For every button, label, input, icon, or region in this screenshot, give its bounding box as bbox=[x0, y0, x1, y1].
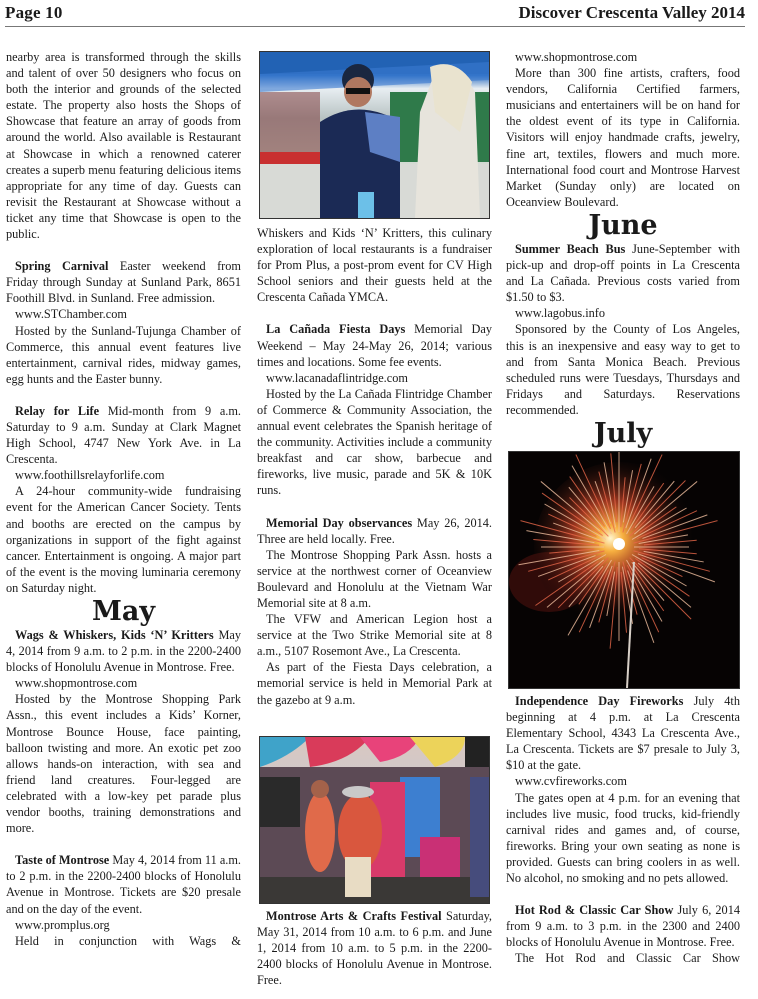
event-title: Wags & Whiskers, Kids ‘N’ Kritters bbox=[15, 628, 214, 642]
event-body: Sponsored by the County of Los Angeles, this is an inexpensive and easy way to get to and from Santa Monica Beach. Previous scheduled runs were Tuesdays, Thursdays and Fridays and Saturdays. Reservations recommended. bbox=[506, 322, 740, 417]
event-body: The VFW and American Legion host a service at the Two Strike Memorial site at 8 a.m., 5107 Rosemont Ave., La Crescenta. bbox=[257, 612, 492, 659]
column-3 bbox=[506, 49, 740, 966]
event-details: July 4th beginning at 4 p.m. at La Crescenta Elementary School, 4343 La Crescenta Ave., La Crescenta. Tickets are $7 presale to July 3, $10 at the gate. bbox=[506, 693, 740, 773]
showcase-continued: nearby area is transformed through the skills and talent of over 50 designers who focus on both the interior and grounds of the selected estate. The property also hosts the Shops of Showcase that feature an array of goods from around the world. Also available is Restaurant at Showcase in which a renowned caterer creates a superb menu featuring delicious items appropriate for any time of day. Guests can revisit the Restaurant at Showcase without a ticket any time that Showcase is open to the public. bbox=[6, 50, 241, 242]
month-heading-july: July bbox=[593, 417, 653, 449]
event-body: A 24-hour community-wide fundraising event for the American Cancer Society. Tents and booths are erected on the campus by organizations in support of the fight against cancer. Entertainment is ongoing. A major part of the event is the moving luminaria ceremony on Saturday night. bbox=[6, 484, 241, 595]
column-2 bbox=[257, 49, 492, 988]
event-fiesta-days bbox=[257, 321, 492, 498]
publication-title: Discover Crescenta Valley 2014 bbox=[518, 3, 745, 22]
event-body: Held in conjunction with Wags & bbox=[15, 933, 241, 948]
event-details: Easter weekend from Friday through Sunday at Sunland Park, 8651 Foothill Blvd. in Sunland. Free admission. bbox=[6, 259, 241, 306]
event-url: www.lacanadaflintridge.com bbox=[266, 370, 408, 385]
event-details: May 4, 2014 from 9 a.m. to 2 p.m. in the 2200-2400 blocks of Honolulu Avenue in Montrose. Free. bbox=[6, 628, 241, 675]
event-title: Spring Carnival bbox=[15, 259, 109, 274]
event-wags-whiskers bbox=[6, 627, 241, 836]
event-url: www.foothillsrelayforlife.com bbox=[15, 468, 165, 483]
photo-crafts-festival-illustration bbox=[260, 737, 489, 903]
event-arts-crafts bbox=[257, 908, 492, 988]
event-url: www.lagobus.info bbox=[515, 306, 606, 321]
event-body: The gates open at 4 p.m. for an evening that includes live music, food trucks, kid-friendly carnival rides and games and, of course, fireworks. Bring your own seating as none is provided. Guests can bring coolers in as well. No alcohol, no smoking and no pets allowed. bbox=[506, 790, 740, 885]
event-body: Hosted by the Montrose Shopping Park Assn., this event includes a Kids’ Korner, Montrose Bounce House, face painting, balloon twisting and more. An exotic pet zoo allows hands-on interaction, with sea and friend land creatures. Four-legged are celebrated with a low-key pet parade plus vendor booths, training demonstrations and more. bbox=[6, 692, 241, 836]
taste-continued: Whiskers and Kids ‘N’ Kritters, this culinary exploration of local restaurants is a fundraiser for Prom Plus, a post-prom event for CV High School seniors and their guests held at the Crescenta Cañada YMCA. bbox=[257, 226, 492, 305]
event-fireworks bbox=[506, 693, 740, 886]
arts-crafts-url: www.shopmontrose.com bbox=[515, 50, 638, 64]
event-details: Memorial Day Weekend – May 24-May 26, 2014; various times and locations. Some fee events. bbox=[257, 322, 492, 369]
photo-fireworks-illustration bbox=[509, 452, 739, 688]
page-number: Page 10 bbox=[5, 3, 63, 22]
event-title: Summer Beach Bus bbox=[515, 241, 626, 256]
event-body: Hosted by the La Cañada Flintridge Chamber of Commerce & Community Association, the annual event celebrates the Spanish heritage of the community. Activities include a community breakfast and car show, barbecue and fireworks, live music, parade and 5K & 10K runs. bbox=[257, 386, 492, 498]
photo-food-booth-illustration bbox=[260, 52, 489, 218]
event-details: July 6, 2014 from 9 a.m. to 3 p.m. in the 2300 and 2400 blocks of Honolulu Avenue in Montrose. Free. bbox=[506, 903, 740, 950]
event-details: May 26, 2014. Three are held locally. Free. bbox=[257, 515, 492, 546]
event-body: The Hot Rod and Classic Car Show bbox=[515, 951, 740, 966]
event-title: Memorial Day observances bbox=[266, 515, 413, 530]
event-details: May 4, 2014 from 11 a.m. to 2 p.m. in the 2200-2400 blocks of Honolulu Avenue in Montrose. Tickets are $20 presale and on the day of the event. bbox=[6, 853, 241, 916]
event-details: Mid-month from 9 a.m. Saturday to 9 a.m. Sunday at Clark Magnet High School, 4747 New York Ave. in La Crescenta. bbox=[6, 403, 241, 467]
event-beach-bus bbox=[506, 241, 740, 418]
event-hot-rod bbox=[506, 902, 740, 966]
event-url: www.STChamber.com bbox=[15, 307, 127, 322]
page-header bbox=[5, 0, 745, 27]
event-title: Hot Rod & Classic Car Show bbox=[515, 903, 674, 918]
event-title: La Cañada Fiesta Days bbox=[266, 322, 406, 337]
event-body: Hosted by the Sunland-Tujunga Chamber of Commerce, this annual event features live entertainment, carnival rides, midway games, egg hunts and the Easter bunny. bbox=[6, 323, 241, 386]
event-relay-for-life bbox=[6, 403, 241, 596]
event-title: Taste of Montrose bbox=[15, 853, 110, 868]
event-title: Independence Day Fireworks bbox=[515, 693, 684, 708]
event-body: As part of the Fiesta Days celebration, a memorial service is held in Memorial Park at the gazebo at 9 a.m. bbox=[257, 660, 492, 707]
event-details: Saturday, May 31, 2014 from 10 a.m. to 6 p.m. and June 1, 2014 from 10 a.m. to 5 p.m. in the 2200-2400 blocks of Honolulu Avenue in Montrose. Free. bbox=[257, 908, 492, 987]
month-heading-june: June bbox=[588, 209, 658, 241]
month-heading-may: May bbox=[91, 596, 156, 627]
event-url: www.promplus.org bbox=[15, 917, 110, 932]
photo-fireworks bbox=[508, 451, 740, 689]
event-taste-of-montrose bbox=[6, 852, 241, 949]
event-url: www.cvfireworks.com bbox=[515, 774, 627, 789]
column-1 bbox=[6, 49, 241, 949]
event-details: June-September with pick-up and drop-off points in La Crescenta and La Cañada. Previous costs varied from $1.50 to $3. bbox=[506, 241, 740, 305]
event-memorial-day bbox=[257, 515, 492, 708]
event-body: The Montrose Shopping Park Assn. hosts a service at the northwest corner of Oceanview Boulevard and Honolulu at the Vietnam War Memorial site at 8 a.m. bbox=[257, 547, 492, 610]
arts-crafts-body: More than 300 fine artists, crafters, food vendors, California Certified farmers, musicians and entertainers will be on hand for the oldest event of its type in California. Visitors will enjoy handmade crafts, jewelry, fine art, textiles, flowers and much more. International food court and Montrose Harvest Market (Sunday only) are located on Oceanview Boulevard. bbox=[506, 66, 740, 209]
event-title: Relay for Life bbox=[15, 403, 100, 418]
event-spring-carnival bbox=[6, 258, 241, 387]
event-title: Montrose Arts & Crafts Festival bbox=[266, 908, 442, 923]
event-url: www.shopmontrose.com bbox=[15, 676, 138, 691]
photo-crafts-festival bbox=[259, 736, 490, 904]
photo-food-booth bbox=[259, 51, 490, 219]
